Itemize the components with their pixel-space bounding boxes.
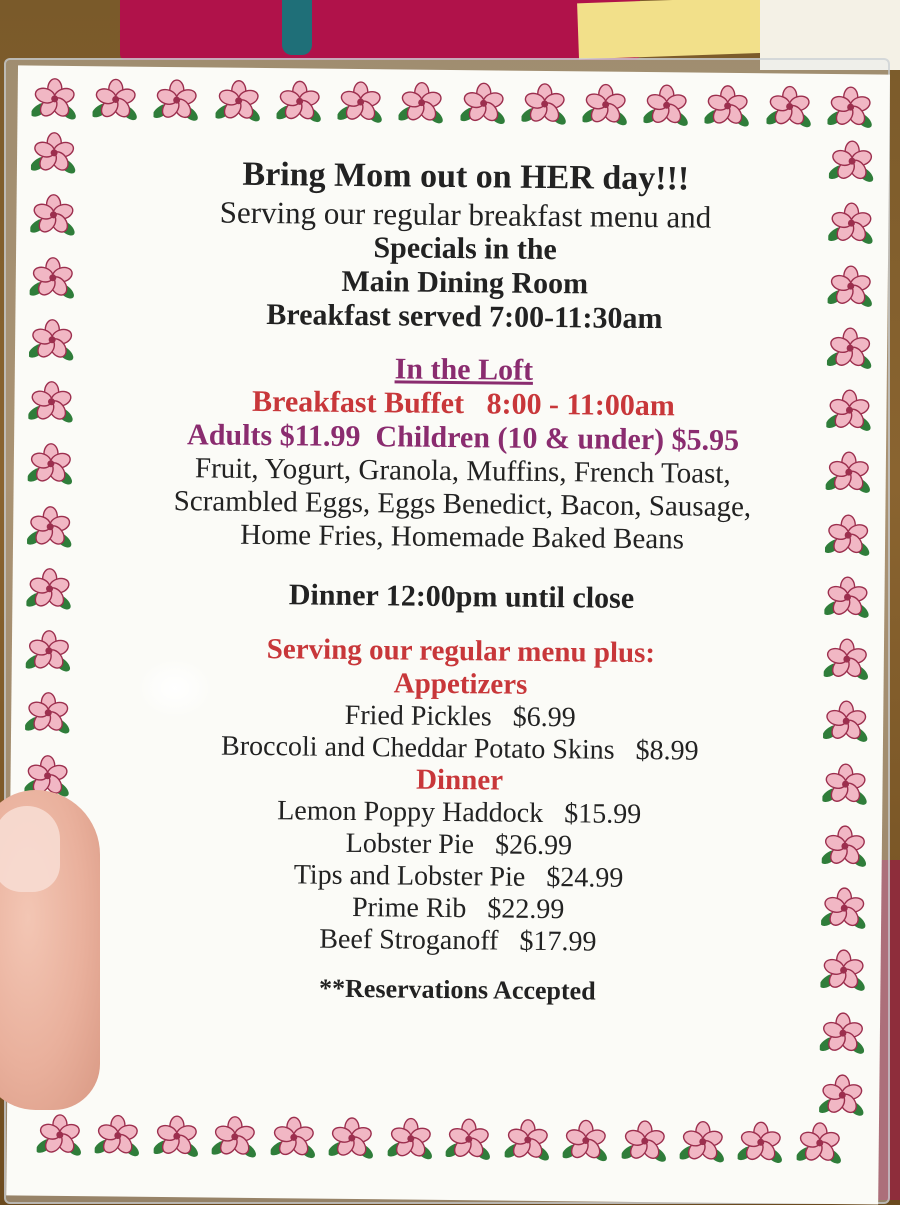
pink-flower-icon bbox=[822, 823, 868, 869]
pink-flower-icon bbox=[621, 1118, 667, 1164]
pink-flower-icon bbox=[29, 316, 75, 362]
pink-flower-icon bbox=[215, 78, 261, 124]
pink-flower-icon bbox=[93, 76, 139, 122]
breakfast-hours: Breakfast served 7:00-11:30am bbox=[266, 298, 663, 336]
pink-flower-icon bbox=[766, 83, 812, 129]
buffet-line: Breakfast Buffet 8:00 - 11:00am bbox=[251, 384, 676, 423]
pink-flower-icon bbox=[154, 77, 200, 123]
pink-flower-icon bbox=[31, 130, 77, 176]
appetizer-item: Fried Pickles $6.99 bbox=[344, 699, 576, 733]
dinner-item: Beef Stroganoff $17.99 bbox=[319, 923, 597, 958]
flower-border-top bbox=[31, 76, 873, 131]
pink-flower-icon bbox=[329, 1115, 375, 1161]
pink-flower-icon bbox=[37, 1112, 83, 1158]
pink-flower-icon bbox=[26, 628, 72, 674]
dinner-item: Tips and Lobster Pie $24.99 bbox=[293, 859, 624, 895]
loft-heading: In the Loft bbox=[394, 352, 534, 387]
pink-flower-icon bbox=[824, 574, 870, 620]
pink-flower-icon bbox=[828, 200, 874, 246]
pink-flower-icon bbox=[825, 512, 871, 558]
flower-border-right bbox=[819, 138, 875, 1118]
thumbnail bbox=[0, 806, 60, 892]
pink-flower-icon bbox=[26, 565, 72, 611]
teal-object bbox=[282, 0, 312, 55]
pink-flower-icon bbox=[30, 254, 76, 300]
pink-flower-icon bbox=[827, 325, 873, 371]
pink-flower-icon bbox=[826, 387, 872, 433]
appetizer-item: Broccoli and Cheddar Potato Skins $8.99 bbox=[220, 730, 699, 767]
pink-flower-icon bbox=[826, 449, 872, 495]
pink-flower-icon bbox=[212, 1114, 258, 1160]
specials-line-1: Specials in the bbox=[373, 231, 557, 267]
pink-flower-icon bbox=[270, 1114, 316, 1160]
pink-flower-icon bbox=[276, 78, 322, 124]
pink-flower-icon bbox=[680, 1118, 726, 1164]
dinner-item: Lemon Poppy Haddock $15.99 bbox=[277, 795, 642, 831]
pink-flower-icon bbox=[796, 1120, 842, 1166]
pink-flower-icon bbox=[820, 1010, 866, 1056]
dinner-hours: Dinner 12:00pm until close bbox=[288, 578, 635, 616]
pink-flower-icon bbox=[25, 690, 71, 736]
pink-flower-icon bbox=[521, 81, 567, 127]
pink-flower-icon bbox=[824, 636, 870, 682]
pink-flower-icon bbox=[829, 138, 875, 184]
dinner-item: Prime Rib $22.99 bbox=[351, 892, 565, 926]
flower-border-bottom bbox=[37, 1112, 843, 1166]
pink-flower-icon bbox=[705, 83, 751, 129]
pink-flower-icon bbox=[460, 80, 506, 126]
pink-flower-icon bbox=[504, 1117, 550, 1163]
intro-line: Serving our regular breakfast menu and bbox=[219, 194, 712, 235]
magenta-tablecloth bbox=[120, 0, 640, 60]
buffet-item: Home Fries, Homemade Baked Beans bbox=[240, 519, 685, 556]
pink-flower-icon bbox=[563, 1117, 609, 1163]
pink-flower-icon bbox=[31, 76, 77, 122]
pink-flower-icon bbox=[28, 441, 74, 487]
pink-flower-icon bbox=[644, 82, 690, 128]
pink-flower-icon bbox=[823, 698, 869, 744]
pink-flower-icon bbox=[820, 947, 866, 993]
menu-text bbox=[98, 154, 825, 1008]
dinner-heading: Dinner bbox=[415, 764, 504, 797]
pink-flower-icon bbox=[827, 84, 873, 130]
pink-flower-icon bbox=[582, 81, 628, 127]
pink-flower-icon bbox=[828, 262, 874, 308]
pink-flower-icon bbox=[27, 503, 73, 549]
pricing-line: Adults $11.99 Children (10 & under) $5.95 bbox=[186, 418, 740, 458]
yellow-paper bbox=[577, 0, 769, 59]
pink-flower-icon bbox=[95, 1112, 141, 1158]
pink-flower-icon bbox=[153, 1113, 199, 1159]
dinner-item: Lobster Pie $26.99 bbox=[345, 828, 573, 862]
headline: Bring Mom out on HER day!!! bbox=[242, 155, 690, 198]
buffet-item: Fruit, Yogurt, Granola, Muffins, French Toast, bbox=[194, 452, 731, 491]
pink-flower-icon bbox=[821, 885, 867, 931]
pink-flower-icon bbox=[399, 79, 445, 125]
pink-flower-icon bbox=[30, 192, 76, 238]
regular-menu-line: Serving our regular menu plus: bbox=[266, 632, 656, 669]
pink-flower-icon bbox=[338, 79, 384, 125]
buffet-item: Scrambled Eggs, Eggs Benedict, Bacon, Sausage, bbox=[173, 485, 752, 524]
pink-flower-icon bbox=[822, 761, 868, 807]
menu-card bbox=[6, 65, 890, 1204]
pink-flower-icon bbox=[819, 1072, 865, 1118]
pink-flower-icon bbox=[28, 379, 74, 425]
pink-flower-icon bbox=[387, 1115, 433, 1161]
specials-line-2: Main Dining Room bbox=[341, 265, 589, 301]
appetizers-heading: Appetizers bbox=[393, 666, 528, 701]
pink-flower-icon bbox=[738, 1119, 784, 1165]
pink-flower-icon bbox=[446, 1116, 492, 1162]
light-glare bbox=[140, 660, 210, 716]
reservations-note: **Reservations Accepted bbox=[318, 973, 596, 1006]
